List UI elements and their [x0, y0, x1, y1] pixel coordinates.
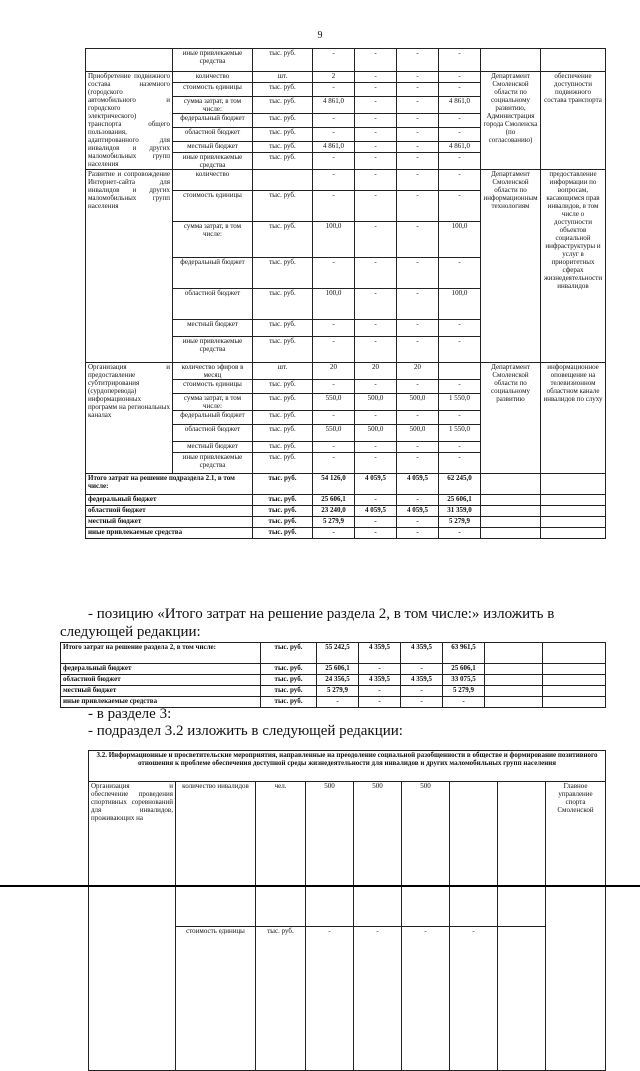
result-cell: предоставление информации по вопросам, касающимся прав инвалидов, в том числе о доступности объектов социальной инфраструктуры и услуг в приоритетных сферах жизнедеятельности инвалидов	[541, 170, 606, 363]
section-heading: 3.2. Информационные и просветительские мероприятия, направленные на преодоление социальной разобщенности в обществе и формирование позитивного отношения к проблеме обеспечения доступной среды жизнедеятельности для инвалидов и других маломобильных групп населения	[89, 751, 606, 782]
value-cell: -	[355, 222, 397, 258]
row-label: областной бюджет	[173, 425, 253, 442]
value-cell: -	[313, 337, 355, 363]
value-cell: -	[439, 320, 481, 337]
row-label: стоимость единицы	[176, 926, 256, 1071]
executor-cell	[481, 49, 541, 72]
value-cell: -	[313, 453, 355, 474]
value-cell: -	[401, 686, 443, 697]
executor-cell	[485, 697, 543, 708]
row-label: количество эфиров в месяц	[173, 363, 253, 380]
value-cell: 55 242,5	[317, 643, 359, 664]
value-cell: -	[439, 114, 481, 128]
activity-name: Организация и предоставление субтитрирования (сурдоперевода) информационных программ на региональных каналах	[86, 363, 173, 474]
value-cell: 23 240,0	[313, 506, 355, 517]
row-label: областной бюджет	[173, 128, 253, 142]
unit-cell: тыс. руб.	[253, 191, 313, 222]
result-cell	[541, 506, 606, 517]
total-label: местный бюджет	[86, 517, 253, 528]
value-cell: -	[313, 114, 355, 128]
value-cell: 54 126,0	[313, 474, 355, 495]
value-cell: -	[355, 49, 397, 72]
value-cell: -	[439, 191, 481, 222]
value-cell: 4 861,0	[313, 97, 355, 114]
row-label: федеральный бюджет	[173, 114, 253, 128]
value-cell: 100,0	[439, 222, 481, 258]
unit-cell: тыс. руб.	[253, 142, 313, 153]
unit-cell	[253, 170, 313, 191]
result-cell	[541, 474, 606, 495]
value-cell: 4 059,5	[355, 474, 397, 495]
value-cell: -	[397, 97, 439, 114]
row-label: количество инвалидов	[176, 782, 256, 927]
value-cell: -	[397, 114, 439, 128]
value-cell: 100,0	[313, 289, 355, 320]
total-label: иные привлекаемые средства	[61, 697, 261, 708]
activity-name: Организация и обеспечение проведения спортивных соревнований для инвалидов, проживающих на	[89, 782, 176, 1071]
total-row	[86, 474, 606, 495]
value-cell: -	[355, 153, 397, 170]
row-label: стоимость единицы	[173, 83, 253, 97]
row-label: стоимость единицы	[173, 380, 253, 394]
unit-cell: тыс. руб.	[253, 97, 313, 114]
row-label: количество	[173, 72, 253, 83]
unit-cell: тыс. руб.	[253, 380, 313, 394]
result-cell	[541, 528, 606, 539]
value-cell: -	[397, 49, 439, 72]
value-cell: 2	[313, 72, 355, 83]
unit-cell: тыс. руб.	[261, 643, 317, 664]
value-cell: -	[313, 128, 355, 142]
value-cell: -	[397, 72, 439, 83]
value-cell: -	[355, 320, 397, 337]
value-cell: 25 606,1	[443, 664, 485, 675]
executor-cell	[485, 643, 543, 664]
value-cell: 20	[313, 363, 355, 380]
value-cell: -	[355, 411, 397, 425]
result-cell	[543, 664, 606, 675]
total-row	[86, 528, 606, 539]
value-cell: -	[439, 442, 481, 453]
total-row	[61, 664, 606, 675]
name-cell	[86, 49, 173, 72]
executor-cell	[485, 675, 543, 686]
section-heading-row	[89, 751, 606, 782]
value-cell: -	[355, 337, 397, 363]
value-cell: -	[355, 170, 397, 191]
value-cell: 500	[354, 782, 402, 927]
unit-cell: шт.	[253, 363, 313, 380]
value-cell: 4 861,0	[313, 142, 355, 153]
value-cell: -	[355, 453, 397, 474]
executor-cell: Главное управление спорта Смоленской	[546, 782, 606, 1071]
value-cell: -	[313, 258, 355, 289]
table-row	[86, 49, 606, 72]
unit-cell: чел.	[256, 782, 306, 927]
row-label: иные привлекаемые средства	[173, 153, 253, 170]
value-cell: -	[313, 191, 355, 222]
unit-cell: тыс. руб.	[253, 128, 313, 142]
unit-cell: тыс. руб.	[253, 337, 313, 363]
value-cell: 5 279,9	[313, 517, 355, 528]
value-cell: -	[439, 453, 481, 474]
executor-cell: Департамент Смоленской области по социальному развитию, Администрация города Смоленска (по согласованию)	[481, 72, 541, 170]
value-cell: 500,0	[355, 394, 397, 411]
value-cell: -	[397, 517, 439, 528]
result-cell	[543, 675, 606, 686]
value-cell: -	[439, 411, 481, 425]
value-cell: -	[355, 114, 397, 128]
value-cell: -	[397, 337, 439, 363]
row-label: местный бюджет	[173, 320, 253, 337]
value-cell: -	[397, 170, 439, 191]
value-cell: -	[439, 128, 481, 142]
executor-cell	[485, 686, 543, 697]
total-row	[61, 675, 606, 686]
row-label: федеральный бюджет	[173, 411, 253, 425]
result-cell: обеспечение доступности подвижного состава транспорта	[541, 72, 606, 170]
value-cell: -	[402, 926, 450, 1071]
value-cell: -	[354, 926, 402, 1071]
value-cell: 20	[355, 363, 397, 380]
total-row	[86, 495, 606, 506]
unit-cell: тыс. руб.	[253, 49, 313, 72]
executor-cell: Департамент Смоленской области по информационным технологиям	[481, 170, 541, 363]
value-cell: -	[439, 153, 481, 170]
result-cell	[543, 697, 606, 708]
value-cell: -	[355, 258, 397, 289]
value-cell: -	[439, 380, 481, 394]
value-cell: 4 861,0	[439, 97, 481, 114]
value-cell: 25 606,1	[439, 495, 481, 506]
value-cell: 100,0	[439, 289, 481, 320]
unit-cell: тыс. руб.	[253, 474, 313, 495]
value-cell: -	[397, 289, 439, 320]
value-cell: -	[397, 495, 439, 506]
total-row	[86, 517, 606, 528]
value-cell: -	[397, 191, 439, 222]
value-cell: -	[397, 528, 439, 539]
value-cell: -	[313, 153, 355, 170]
executor-cell: Департамент Смоленской области по социальному развитию	[481, 363, 541, 474]
unit-cell: тыс. руб.	[253, 289, 313, 320]
value-cell: 500	[402, 782, 450, 927]
result-cell: информационное оповещение на телевизионном областном канале инвалидов по слуху	[541, 363, 606, 474]
value-cell: -	[313, 170, 355, 191]
row-label: сумма затрат, в том числе:	[173, 97, 253, 114]
table-section-2-total	[60, 642, 606, 708]
value-cell: 550,0	[313, 394, 355, 411]
total-label: областной бюджет	[61, 675, 261, 686]
unit-cell: тыс. руб.	[253, 425, 313, 442]
value-cell: 1 550,0	[439, 425, 481, 442]
total-label: федеральный бюджет	[61, 664, 261, 675]
value-cell: -	[397, 453, 439, 474]
value-cell: 550,0	[313, 425, 355, 442]
total-label: местный бюджет	[61, 686, 261, 697]
table-row	[89, 782, 606, 927]
table-row	[86, 72, 606, 83]
unit-cell: тыс. руб.	[253, 394, 313, 411]
value-cell: -	[313, 442, 355, 453]
result-cell	[541, 495, 606, 506]
unit-cell: тыс. руб.	[253, 528, 313, 539]
result-cell	[543, 643, 606, 664]
executor-cell	[481, 506, 541, 517]
page-number: 9	[317, 30, 323, 41]
row-label: сумма затрат, в том числе:	[173, 394, 253, 411]
value-cell: 500	[306, 782, 354, 927]
blank-cell	[498, 926, 546, 1071]
row-label: федеральный бюджет	[173, 258, 253, 289]
value-cell: 500,0	[397, 394, 439, 411]
value-cell: 4 861,0	[439, 142, 481, 153]
value-cell: 25 606,1	[313, 495, 355, 506]
table-subsection-2-1	[85, 48, 606, 539]
value-cell: 4 059,5	[355, 506, 397, 517]
executor-cell	[481, 495, 541, 506]
value-cell: -	[401, 697, 443, 708]
unit-cell: тыс. руб.	[253, 83, 313, 97]
row-label: иные привлекаемые средства	[173, 49, 253, 72]
value-cell: 5 279,9	[443, 686, 485, 697]
executor-cell	[481, 517, 541, 528]
unit-cell: тыс. руб.	[256, 926, 306, 1071]
value-cell: -	[313, 380, 355, 394]
unit-cell: тыс. руб.	[261, 664, 317, 675]
bottom-rule	[0, 885, 640, 887]
activity-name: Приобретение подвижного состава наземного (городского автомобильного и городского электрического) транспорта общего пользования, адаптированного для инвалидов и других маломобильных групп населения	[86, 72, 173, 170]
value-cell: 100,0	[313, 222, 355, 258]
value-cell: -	[439, 258, 481, 289]
value-cell: -	[355, 128, 397, 142]
prose-line: следующей редакции:	[60, 624, 201, 640]
unit-cell: тыс. руб.	[253, 222, 313, 258]
row-label: стоимость единицы	[173, 191, 253, 222]
total-label: областной бюджет	[86, 506, 253, 517]
executor-cell	[485, 664, 543, 675]
unit-cell: тыс. руб.	[253, 114, 313, 128]
activity-name: Развитие и сопровождение Интернет-сайта для инвалидов и других маломобильных групп населения	[86, 170, 173, 363]
value-cell: -	[355, 517, 397, 528]
row-label: сумма затрат, в том числе:	[173, 222, 253, 258]
value-cell: 4 059,5	[397, 506, 439, 517]
executor-cell	[481, 474, 541, 495]
value-cell: 20	[397, 363, 439, 380]
result-cell	[543, 686, 606, 697]
row-label: местный бюджет	[173, 142, 253, 153]
unit-cell: тыс. руб.	[253, 153, 313, 170]
total-label: федеральный бюджет	[86, 495, 253, 506]
blank-cell	[498, 782, 546, 927]
value-cell: -	[355, 83, 397, 97]
result-cell	[541, 517, 606, 528]
total-label: Итого затрат на решение подраздела 2.1, в том числе:	[86, 474, 253, 495]
value-cell: -	[359, 664, 401, 675]
value-cell: -	[439, 528, 481, 539]
value-cell: 4 359,5	[401, 675, 443, 686]
prose-line: - позицию «Итого затрат на решение раздела 2, в том числе:» изложить в	[88, 606, 555, 622]
value-cell: -	[443, 697, 485, 708]
value-cell: 4 359,5	[401, 643, 443, 664]
value-cell: -	[313, 528, 355, 539]
value-cell: 500,0	[397, 425, 439, 442]
unit-cell: тыс. руб.	[261, 675, 317, 686]
value-cell: -	[355, 191, 397, 222]
total-row	[61, 686, 606, 697]
unit-cell: тыс. руб.	[253, 453, 313, 474]
value-cell: -	[355, 142, 397, 153]
row-label: количество	[173, 170, 253, 191]
result-cell	[541, 49, 606, 72]
value-cell: 33 075,5	[443, 675, 485, 686]
value-cell: 5 279,9	[439, 517, 481, 528]
value-cell: -	[355, 97, 397, 114]
total-row	[61, 643, 606, 664]
table-row	[86, 170, 606, 191]
value-cell: -	[313, 49, 355, 72]
unit-cell: тыс. руб.	[253, 320, 313, 337]
unit-cell: тыс. руб.	[253, 411, 313, 425]
value-cell: 4 359,5	[359, 675, 401, 686]
value-cell: -	[359, 686, 401, 697]
unit-cell: тыс. руб.	[253, 517, 313, 528]
unit-cell: тыс. руб.	[253, 258, 313, 289]
executor-cell	[481, 528, 541, 539]
row-label: иные привлекаемые средства	[173, 337, 253, 363]
value-cell: 4 359,5	[359, 643, 401, 664]
value-cell: -	[397, 153, 439, 170]
unit-cell: тыс. руб.	[261, 686, 317, 697]
value-cell: -	[355, 380, 397, 394]
unit-cell: тыс. руб.	[253, 506, 313, 517]
value-cell: -	[397, 258, 439, 289]
value-cell: 5 279,9	[317, 686, 359, 697]
value-cell: -	[355, 289, 397, 320]
value-cell: -	[355, 528, 397, 539]
unit-cell: тыс. руб.	[253, 442, 313, 453]
value-cell: -	[306, 926, 354, 1071]
value-cell: -	[355, 495, 397, 506]
value-cell: 25 606,1	[317, 664, 359, 675]
table-subsection-3-2	[88, 750, 606, 1071]
value-cell: -	[317, 697, 359, 708]
row-label: областной бюджет	[173, 289, 253, 320]
value-cell: 63 961,5	[443, 643, 485, 664]
total-label: иные привлекаемые средства	[86, 528, 253, 539]
value-cell: -	[359, 697, 401, 708]
prose-line: - подраздел 3.2 изложить в следующей редакции:	[88, 723, 403, 739]
value-cell: -	[355, 442, 397, 453]
value-cell: 31 359,0	[439, 506, 481, 517]
value-cell: -	[397, 142, 439, 153]
value-cell: -	[313, 411, 355, 425]
total-label: Итого затрат на решение раздела 2, в том числе:	[61, 643, 261, 664]
value-cell: 1 550,0	[439, 394, 481, 411]
value-cell: -	[397, 442, 439, 453]
unit-cell: тыс. руб.	[253, 495, 313, 506]
value-cell: -	[313, 320, 355, 337]
prose-line: - в разделе 3:	[88, 706, 172, 722]
value-cell: -	[397, 128, 439, 142]
value-cell: -	[397, 222, 439, 258]
value-cell: -	[439, 83, 481, 97]
value-cell: -	[397, 411, 439, 425]
table-row	[86, 363, 606, 380]
value-cell: 62 245,0	[439, 474, 481, 495]
value-cell: -	[397, 380, 439, 394]
value-cell	[450, 782, 498, 927]
value-cell: 500,0	[355, 425, 397, 442]
value-cell: -	[439, 72, 481, 83]
value-cell: -	[397, 320, 439, 337]
value-cell: -	[397, 83, 439, 97]
value-cell: -	[439, 337, 481, 363]
value-cell: -	[401, 664, 443, 675]
value-cell: -	[439, 49, 481, 72]
total-row	[86, 506, 606, 517]
unit-cell: тыс. руб.	[261, 697, 317, 708]
value-cell: -	[355, 72, 397, 83]
value-cell: -	[439, 170, 481, 191]
value-cell: 24 356,5	[317, 675, 359, 686]
value-cell: 4 059,5	[397, 474, 439, 495]
value-cell: -	[450, 926, 498, 1071]
unit-cell: шт.	[253, 72, 313, 83]
row-label: местный бюджет	[173, 442, 253, 453]
value-cell	[439, 363, 481, 380]
row-label: иные привлекаемые средства	[173, 453, 253, 474]
value-cell: -	[313, 83, 355, 97]
